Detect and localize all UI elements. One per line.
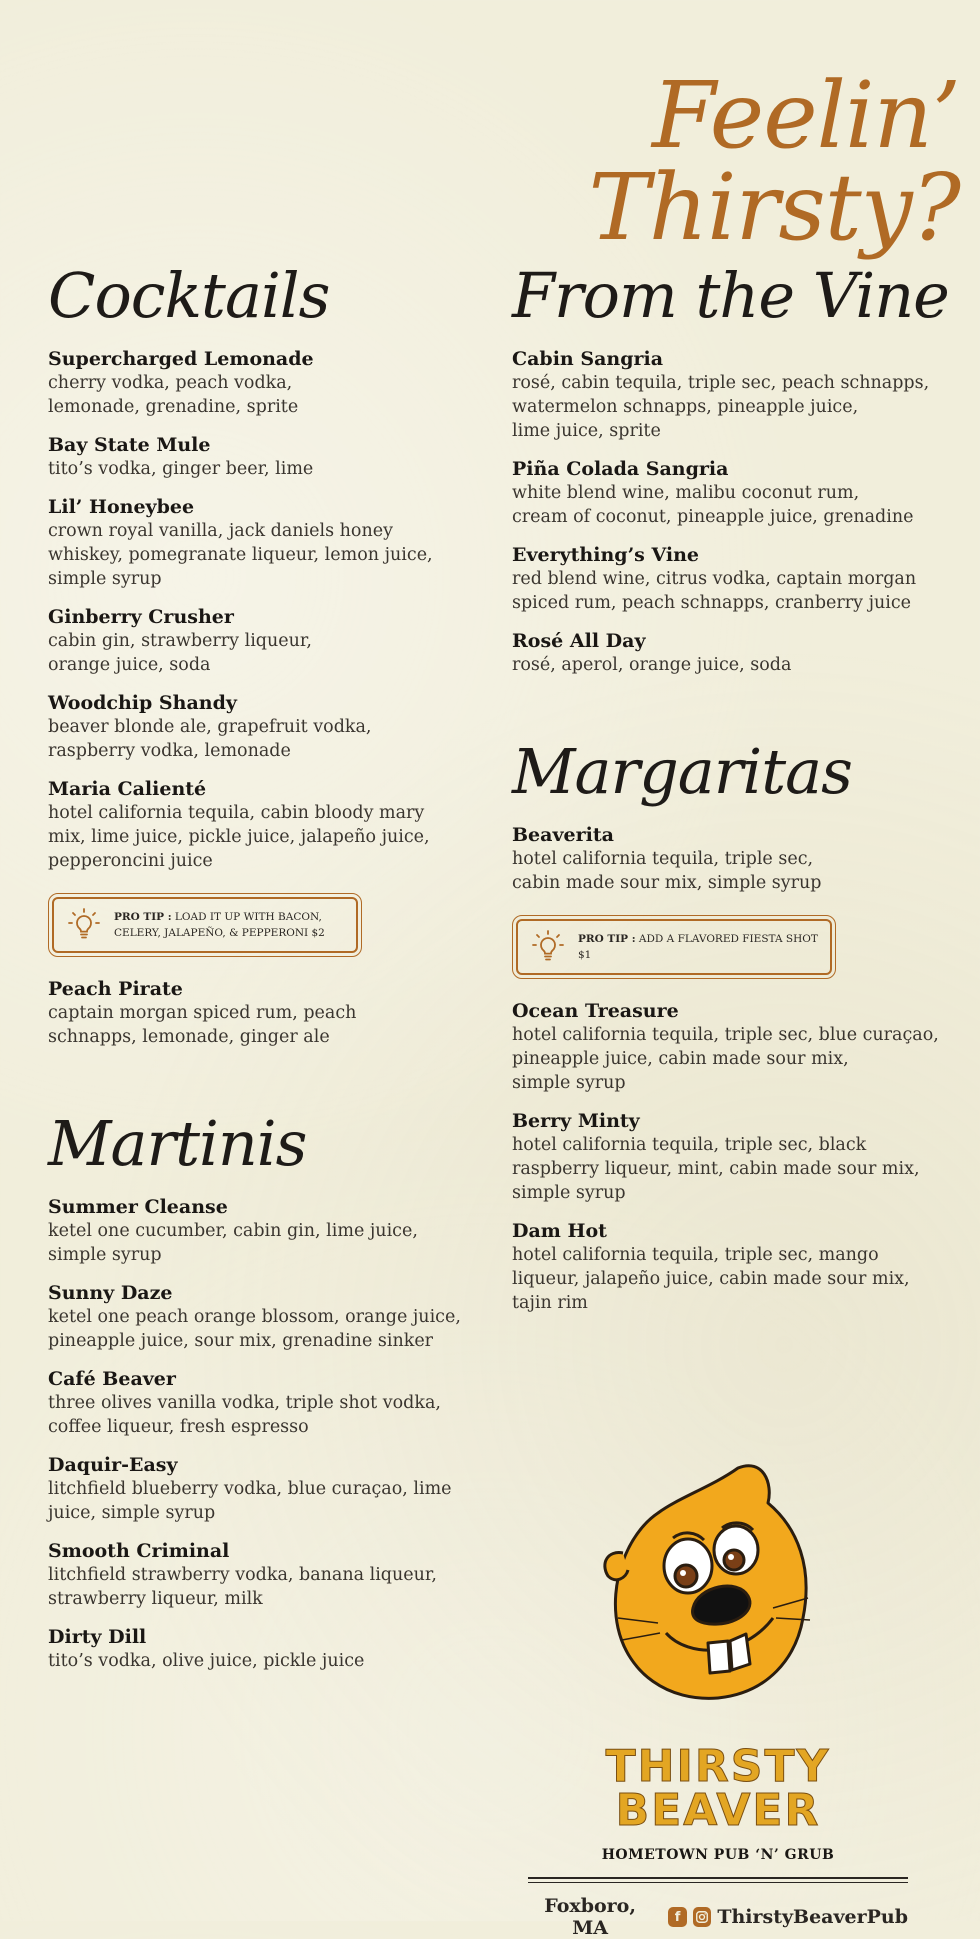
divider bbox=[528, 1877, 908, 1883]
menu-item bbox=[512, 347, 952, 443]
menu-item bbox=[48, 1367, 468, 1439]
lightbulb-icon bbox=[64, 905, 104, 945]
menu-item bbox=[48, 495, 468, 591]
pro-tip-label: PRO TIP : bbox=[578, 933, 636, 945]
item-name: Bay State Mule bbox=[48, 434, 211, 456]
menu-item bbox=[512, 999, 952, 1095]
left-column bbox=[48, 259, 468, 1687]
item-name: Lil’ Honeybee bbox=[48, 496, 195, 518]
menu-item bbox=[48, 1539, 468, 1611]
item-description: white blend wine, malibu coconut rum, cream of coconut, pineapple juice, grenadine bbox=[512, 483, 914, 527]
pro-tip-box bbox=[516, 919, 832, 975]
brand-footer bbox=[528, 1895, 908, 1939]
menu-item bbox=[512, 1109, 952, 1205]
item-name: Dam Hot bbox=[512, 1220, 607, 1242]
item-description: three olives vanilla vodka, triple shot vodka, coffee liqueur, fresh espresso bbox=[48, 1393, 441, 1437]
item-description: tito’s vodka, olive juice, pickle juice bbox=[48, 1651, 365, 1671]
menu-item bbox=[48, 691, 468, 763]
menu-item bbox=[48, 1195, 468, 1267]
pro-tip-text bbox=[114, 909, 325, 941]
item-description: ketel one cucumber, cabin gin, lime juice, simple syrup bbox=[48, 1221, 418, 1265]
item-description: litchfield blueberry vodka, blue curaçao, lime juice, simple syrup bbox=[48, 1479, 452, 1523]
item-description: beaver blonde ale, grapefruit vodka, raspberry vodka, lemonade bbox=[48, 717, 372, 761]
facebook-icon[interactable]: f bbox=[668, 1907, 687, 1927]
item-name: Woodchip Shandy bbox=[48, 692, 237, 714]
pro-tip-label: PRO TIP : bbox=[114, 911, 172, 923]
brand-logo-text: THIRSTY BEAVER bbox=[605, 1741, 831, 1836]
section-title-vine: From the Vine bbox=[512, 259, 949, 332]
menu-item bbox=[48, 977, 468, 1049]
item-description: litchfield strawberry vodka, banana liqueur, strawberry liqueur, milk bbox=[48, 1565, 437, 1609]
menu-item bbox=[512, 457, 952, 529]
page-title: Feelin’ Thirsty? bbox=[588, 62, 960, 261]
item-name: Maria Calienté bbox=[48, 778, 207, 800]
section-title-cocktails: Cocktails bbox=[48, 259, 330, 332]
item-description: hotel california tequila, triple sec, mango liqueur, jalapeño juice, cabin made sour mix, tajin rim bbox=[512, 1245, 910, 1313]
item-name: Berry Minty bbox=[512, 1110, 640, 1132]
pro-tip-body: ADD A FLAVORED FIESTA SHOT $1 bbox=[578, 933, 818, 961]
menu-item bbox=[512, 543, 952, 615]
menu-item bbox=[48, 777, 468, 873]
location-text: Foxboro, MA bbox=[544, 1895, 636, 1939]
item-description: cabin gin, strawberry liqueur, orange juice, soda bbox=[48, 631, 312, 675]
item-name: Summer Cleanse bbox=[48, 1196, 228, 1218]
item-name: Dirty Dill bbox=[48, 1626, 147, 1648]
menu-item bbox=[48, 605, 468, 677]
item-description: rosé, cabin tequila, triple sec, peach schnapps, watermelon schnapps, pineapple juice, lime juice, sprite bbox=[512, 373, 930, 441]
item-name: Ginberry Crusher bbox=[48, 606, 234, 628]
item-name: Café Beaver bbox=[48, 1368, 176, 1390]
item-description: tito’s vodka, ginger beer, lime bbox=[48, 459, 314, 479]
item-name: Sunny Daze bbox=[48, 1282, 173, 1304]
brand-block bbox=[528, 1741, 908, 1939]
menu-item bbox=[512, 1219, 952, 1315]
menu-item bbox=[512, 629, 952, 677]
menu-item bbox=[512, 823, 952, 895]
menu-item bbox=[48, 1625, 468, 1673]
item-description: hotel california tequila, triple sec, blue curaçao, pineapple juice, cabin made sour mix, simple syrup bbox=[512, 1025, 939, 1093]
menu-item bbox=[48, 433, 468, 481]
item-description: ketel one peach orange blossom, orange juice, pineapple juice, sour mix, grenadine sinker bbox=[48, 1307, 461, 1351]
menu-item bbox=[48, 1281, 468, 1353]
item-description: hotel california tequila, triple sec, black raspberry liqueur, mint, cabin made sour mix, simple syrup bbox=[512, 1135, 920, 1203]
instagram-icon[interactable] bbox=[693, 1907, 712, 1927]
brand-tagline: HOMETOWN PUB ‘N’ GRUB bbox=[601, 1847, 835, 1863]
item-description: cherry vodka, peach vodka, lemonade, grenadine, sprite bbox=[48, 373, 299, 417]
section-title-martinis: Martinis bbox=[48, 1107, 307, 1180]
item-description: crown royal vanilla, jack daniels honey whiskey, pomegranate liqueur, lemon juice, simple syrup bbox=[48, 521, 433, 589]
social-handle[interactable]: ThirstyBeaverPub bbox=[717, 1906, 908, 1928]
right-column bbox=[512, 259, 952, 1329]
item-name: Ocean Treasure bbox=[512, 1000, 679, 1022]
menu-item bbox=[48, 1453, 468, 1525]
item-name: Smooth Criminal bbox=[48, 1540, 230, 1562]
beaver-mascot bbox=[598, 1458, 838, 1708]
item-name: Rosé All Day bbox=[512, 630, 646, 652]
item-name: Supercharged Lemonade bbox=[48, 348, 314, 370]
menu-item bbox=[48, 347, 468, 419]
item-name: Beaverita bbox=[512, 824, 614, 846]
item-description: rosé, aperol, orange juice, soda bbox=[512, 655, 792, 675]
item-name: Everything’s Vine bbox=[512, 544, 700, 566]
item-description: hotel california tequila, triple sec, cabin made sour mix, simple syrup bbox=[512, 849, 822, 893]
lightbulb-icon bbox=[528, 927, 568, 967]
section-title-margaritas: Margaritas bbox=[512, 735, 852, 808]
pro-tip-text bbox=[578, 931, 820, 963]
item-name: Cabin Sangria bbox=[512, 348, 664, 370]
pro-tip-body: LOAD IT UP WITH BACON, CELERY, JALAPEÑO, & PEPPERONI $2 bbox=[114, 911, 325, 939]
item-description: captain morgan spiced rum, peach schnapps, lemonade, ginger ale bbox=[48, 1003, 357, 1047]
item-description: hotel california tequila, cabin bloody mary mix, lime juice, pickle juice, jalapeño juice, pepperoncini juice bbox=[48, 803, 430, 871]
item-name: Peach Pirate bbox=[48, 978, 183, 1000]
pro-tip-box bbox=[52, 897, 358, 953]
item-description: red blend wine, citrus vodka, captain morgan spiced rum, peach schnapps, cranberry juice bbox=[512, 569, 917, 613]
item-name: Piña Colada Sangria bbox=[512, 458, 729, 480]
item-name: Daquir-Easy bbox=[48, 1454, 178, 1476]
